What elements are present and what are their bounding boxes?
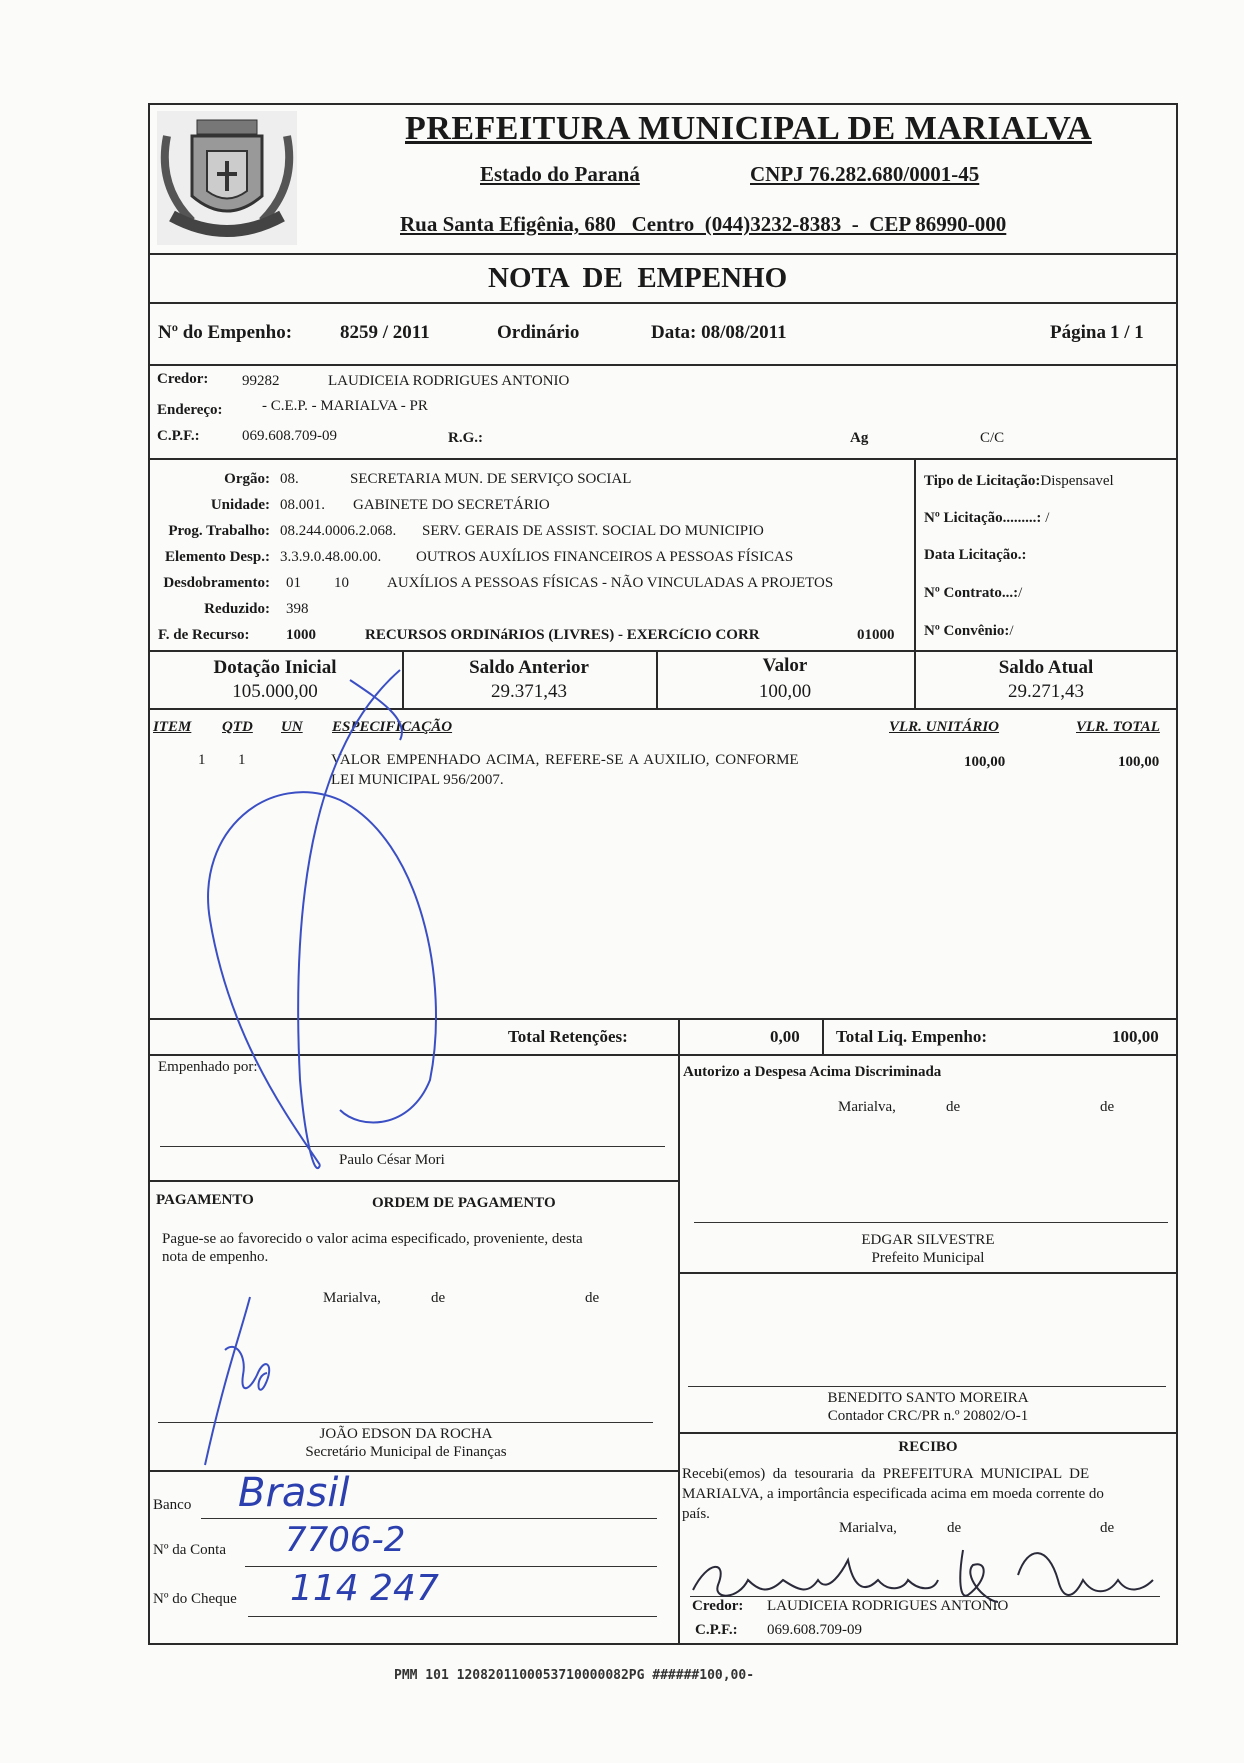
fonte: RECURSOS ORDINáRIOS (LIVRES) - EXERCíCIO CORR: [365, 627, 760, 643]
endereco: - C.E.P. - MARIALVA - PR: [262, 398, 428, 414]
elemento: OUTROS AUXÍLIOS FINANCEIROS A PESSOAS FÍSICAS: [416, 549, 794, 565]
num-licitacao: /: [1045, 510, 1050, 526]
prog: SERV. GERAIS DE ASSIST. SOCIAL DO MUNICIPIO: [422, 523, 764, 539]
saldo-anterior: 29.371,43: [491, 681, 567, 702]
col-un: UN: [281, 719, 303, 735]
reduzido-label: Reduzido:: [204, 601, 270, 617]
recibo-label: RECIBO: [898, 1439, 958, 1455]
prog-code: 08.244.0006.2.068.: [280, 523, 397, 539]
col-vlr-total: VLR. TOTAL: [1076, 719, 1160, 735]
prog-label: Prog. Trabalho:: [168, 523, 270, 539]
desdobramento-code2: 10: [334, 575, 349, 591]
cnpj: CNPJ 76.282.680/0001-45: [750, 162, 980, 186]
dotacao: 105.000,00: [232, 681, 318, 702]
recibo-credor: LAUDICEIA RODRIGUES ANTONIO: [767, 1598, 1009, 1614]
valor: 100,00: [758, 681, 812, 702]
page-number: 1 / 1: [1110, 322, 1144, 343]
cc-label: C/C: [980, 430, 1005, 446]
cheque-handwritten: 114 247: [290, 1568, 439, 1609]
pagamento-text2: nota de empenho.: [162, 1249, 269, 1265]
page-label: Página: [1050, 322, 1106, 343]
empenho-date: Data: 08/08/2011: [651, 322, 787, 343]
total-liq: 100,00: [1112, 1027, 1159, 1046]
credor-name: LAUDICEIA RODRIGUES ANTONIO: [328, 373, 570, 389]
convenio-label: Nº Convênio:: [924, 623, 1010, 639]
state-name: Estado do Paraná: [480, 162, 640, 186]
address: Rua Santa Efigênia, 680 Centro (044)3232-8383 - CEP 86990-000: [400, 212, 1007, 236]
rg-label: R.G.:: [448, 430, 483, 446]
signature-credor: [688, 1540, 1158, 1610]
total-retencoes-label: Total Retenções:: [508, 1027, 628, 1046]
autorizo-city: Marialva,: [838, 1099, 896, 1115]
item-vlr-unitario: 100,00: [964, 754, 1006, 770]
desdobramento-label: Desdobramento:: [163, 575, 270, 591]
empenho-number: 8259 / 2011: [340, 322, 430, 343]
item-esp-line2: LEI MUNICIPAL 956/2007.: [331, 772, 504, 788]
banco-label: Banco: [153, 1497, 192, 1513]
endereco-label: Endereço:: [157, 402, 223, 418]
recibo-text2: MARIALVA, a importância especificada acima em moeda corrente do: [682, 1486, 1104, 1502]
empenho-number-label: Nº do Empenho:: [158, 322, 293, 343]
col-vlr-unitario: VLR. UNITÁRIO: [889, 719, 1000, 735]
reduzido: 398: [286, 601, 309, 617]
desdobramento-code1: 01: [286, 575, 301, 591]
signature-secretario: [195, 1295, 315, 1475]
saldo-atual: 29.271,43: [1008, 681, 1084, 702]
saldo-anterior-label: Saldo Anterior: [469, 657, 589, 678]
pagamento-label: PAGAMENTO: [156, 1192, 254, 1208]
elemento-label: Elemento Desp.:: [165, 549, 270, 565]
pagamento-text1: Pague-se ao favorecido o valor acima especificado, proveniente, desta: [162, 1231, 583, 1247]
recibo-de2: de: [1100, 1520, 1115, 1536]
recibo-cpf-label: C.P.F.:: [695, 1622, 738, 1638]
contador-name: BENEDITO SANTO MOREIRA: [827, 1390, 1029, 1406]
unidade-code: 08.001.: [280, 497, 325, 513]
cpf: 069.608.709-09: [242, 428, 337, 444]
orgao-label: Orgão:: [224, 471, 270, 487]
pagamento-city: Marialva,: [323, 1290, 381, 1306]
empenhado-label: Empenhado por:: [158, 1059, 258, 1075]
recibo-text1: Recebi(emos) da tesouraria da PREFEITURA MUNICIPAL DE: [682, 1466, 1090, 1482]
cheque-label: Nº do Cheque: [153, 1591, 237, 1607]
secretario-name: JOÃO EDSON DA ROCHA: [319, 1426, 493, 1442]
coat-of-arms-logo: [152, 106, 302, 250]
tipo-licitacao: Dispensavel: [1040, 473, 1114, 489]
doc-title: NOTA DE EMPENHO: [488, 262, 788, 294]
autorizo-de2: de: [1100, 1099, 1115, 1115]
item-vlr-total: 100,00: [1118, 754, 1160, 770]
autorizo-de1: de: [946, 1099, 961, 1115]
empenhado-name: Paulo César Mori: [339, 1152, 445, 1168]
saldo-atual-label: Saldo Atual: [998, 657, 1094, 678]
convenio: /: [1009, 623, 1014, 639]
ordem-pagamento-label: ORDEM DE PAGAMENTO: [372, 1195, 556, 1211]
pagamento-de2: de: [585, 1290, 600, 1306]
total-liq-label: Total Liq. Empenho:: [836, 1027, 987, 1046]
item-qtd: 1: [238, 752, 246, 768]
banco-handwritten: Brasil: [238, 1470, 350, 1516]
valor-label: Valor: [762, 655, 808, 676]
contador-role: Contador CRC/PR n.º 20802/O-1: [827, 1408, 1029, 1424]
dotacao-label: Dotação Inicial: [213, 657, 337, 678]
unidade: GABINETE DO SECRETÁRIO: [353, 497, 550, 513]
fonte-code2: 01000: [857, 627, 895, 643]
credor-label: Credor:: [157, 371, 209, 387]
pagamento-de1: de: [431, 1290, 446, 1306]
col-especificacao: ESPECIFICAÇÃO: [332, 719, 453, 735]
recibo-cpf: 069.608.709-09: [767, 1622, 862, 1638]
contrato-label: Nº Contrato...:: [924, 585, 1019, 601]
desdobramento: AUXÍLIOS A PESSOAS FÍSICAS - NÃO VINCULADAS A PROJETOS: [387, 575, 834, 591]
credor-code: 99282: [242, 373, 280, 389]
fonte-label: F. de Recurso:: [158, 627, 250, 643]
prefeito-name: EDGAR SILVESTRE: [861, 1232, 995, 1248]
footer-code: PMM 101 1208201100053710000082PG ######100,00-: [394, 1668, 755, 1683]
fonte-code: 1000: [286, 627, 316, 643]
item-esp-line1: VALOR EMPENHADO ACIMA, REFERE-SE A AUXILIO, CONFORME: [331, 752, 799, 768]
recibo-text3: país.: [682, 1506, 710, 1522]
elemento-code: 3.3.9.0.48.00.00.: [280, 549, 382, 565]
orgao: SECRETARIA MUN. DE SERVIÇO SOCIAL: [350, 471, 632, 487]
data-licitacao-label: Data Licitação.:: [924, 547, 1027, 563]
contrato: /: [1018, 585, 1023, 601]
signature-empenhado: [150, 660, 470, 1180]
recibo-credor-label: Credor:: [692, 1598, 744, 1614]
col-item: ITEM: [153, 719, 192, 735]
unidade-label: Unidade:: [210, 497, 270, 513]
empenho-type: Ordinário: [497, 322, 580, 343]
conta-handwritten: 7706-2: [285, 1520, 406, 1560]
ag-label: Ag: [850, 430, 869, 446]
total-retencoes: 0,00: [770, 1027, 800, 1046]
autorizo-label: Autorizo a Despesa Acima Discriminada: [683, 1064, 942, 1080]
prefeito-role: Prefeito Municipal: [871, 1250, 985, 1266]
col-qtd: QTD: [222, 719, 253, 735]
prefeitura-title: PREFEITURA MUNICIPAL DE MARIALVA: [405, 110, 1092, 147]
orgao-code: 08.: [280, 471, 299, 487]
cpf-label: C.P.F.:: [157, 428, 200, 444]
recibo-de1: de: [947, 1520, 962, 1536]
num-licitacao-label: Nº Licitação.........:: [924, 510, 1042, 526]
tipo-licitacao-label: Tipo de Licitação:: [924, 473, 1041, 489]
conta-label: Nº da Conta: [153, 1542, 226, 1558]
item-number: 1: [198, 752, 206, 768]
recibo-city: Marialva,: [839, 1520, 897, 1536]
secretario-role: Secretário Municipal de Finanças: [305, 1444, 507, 1460]
